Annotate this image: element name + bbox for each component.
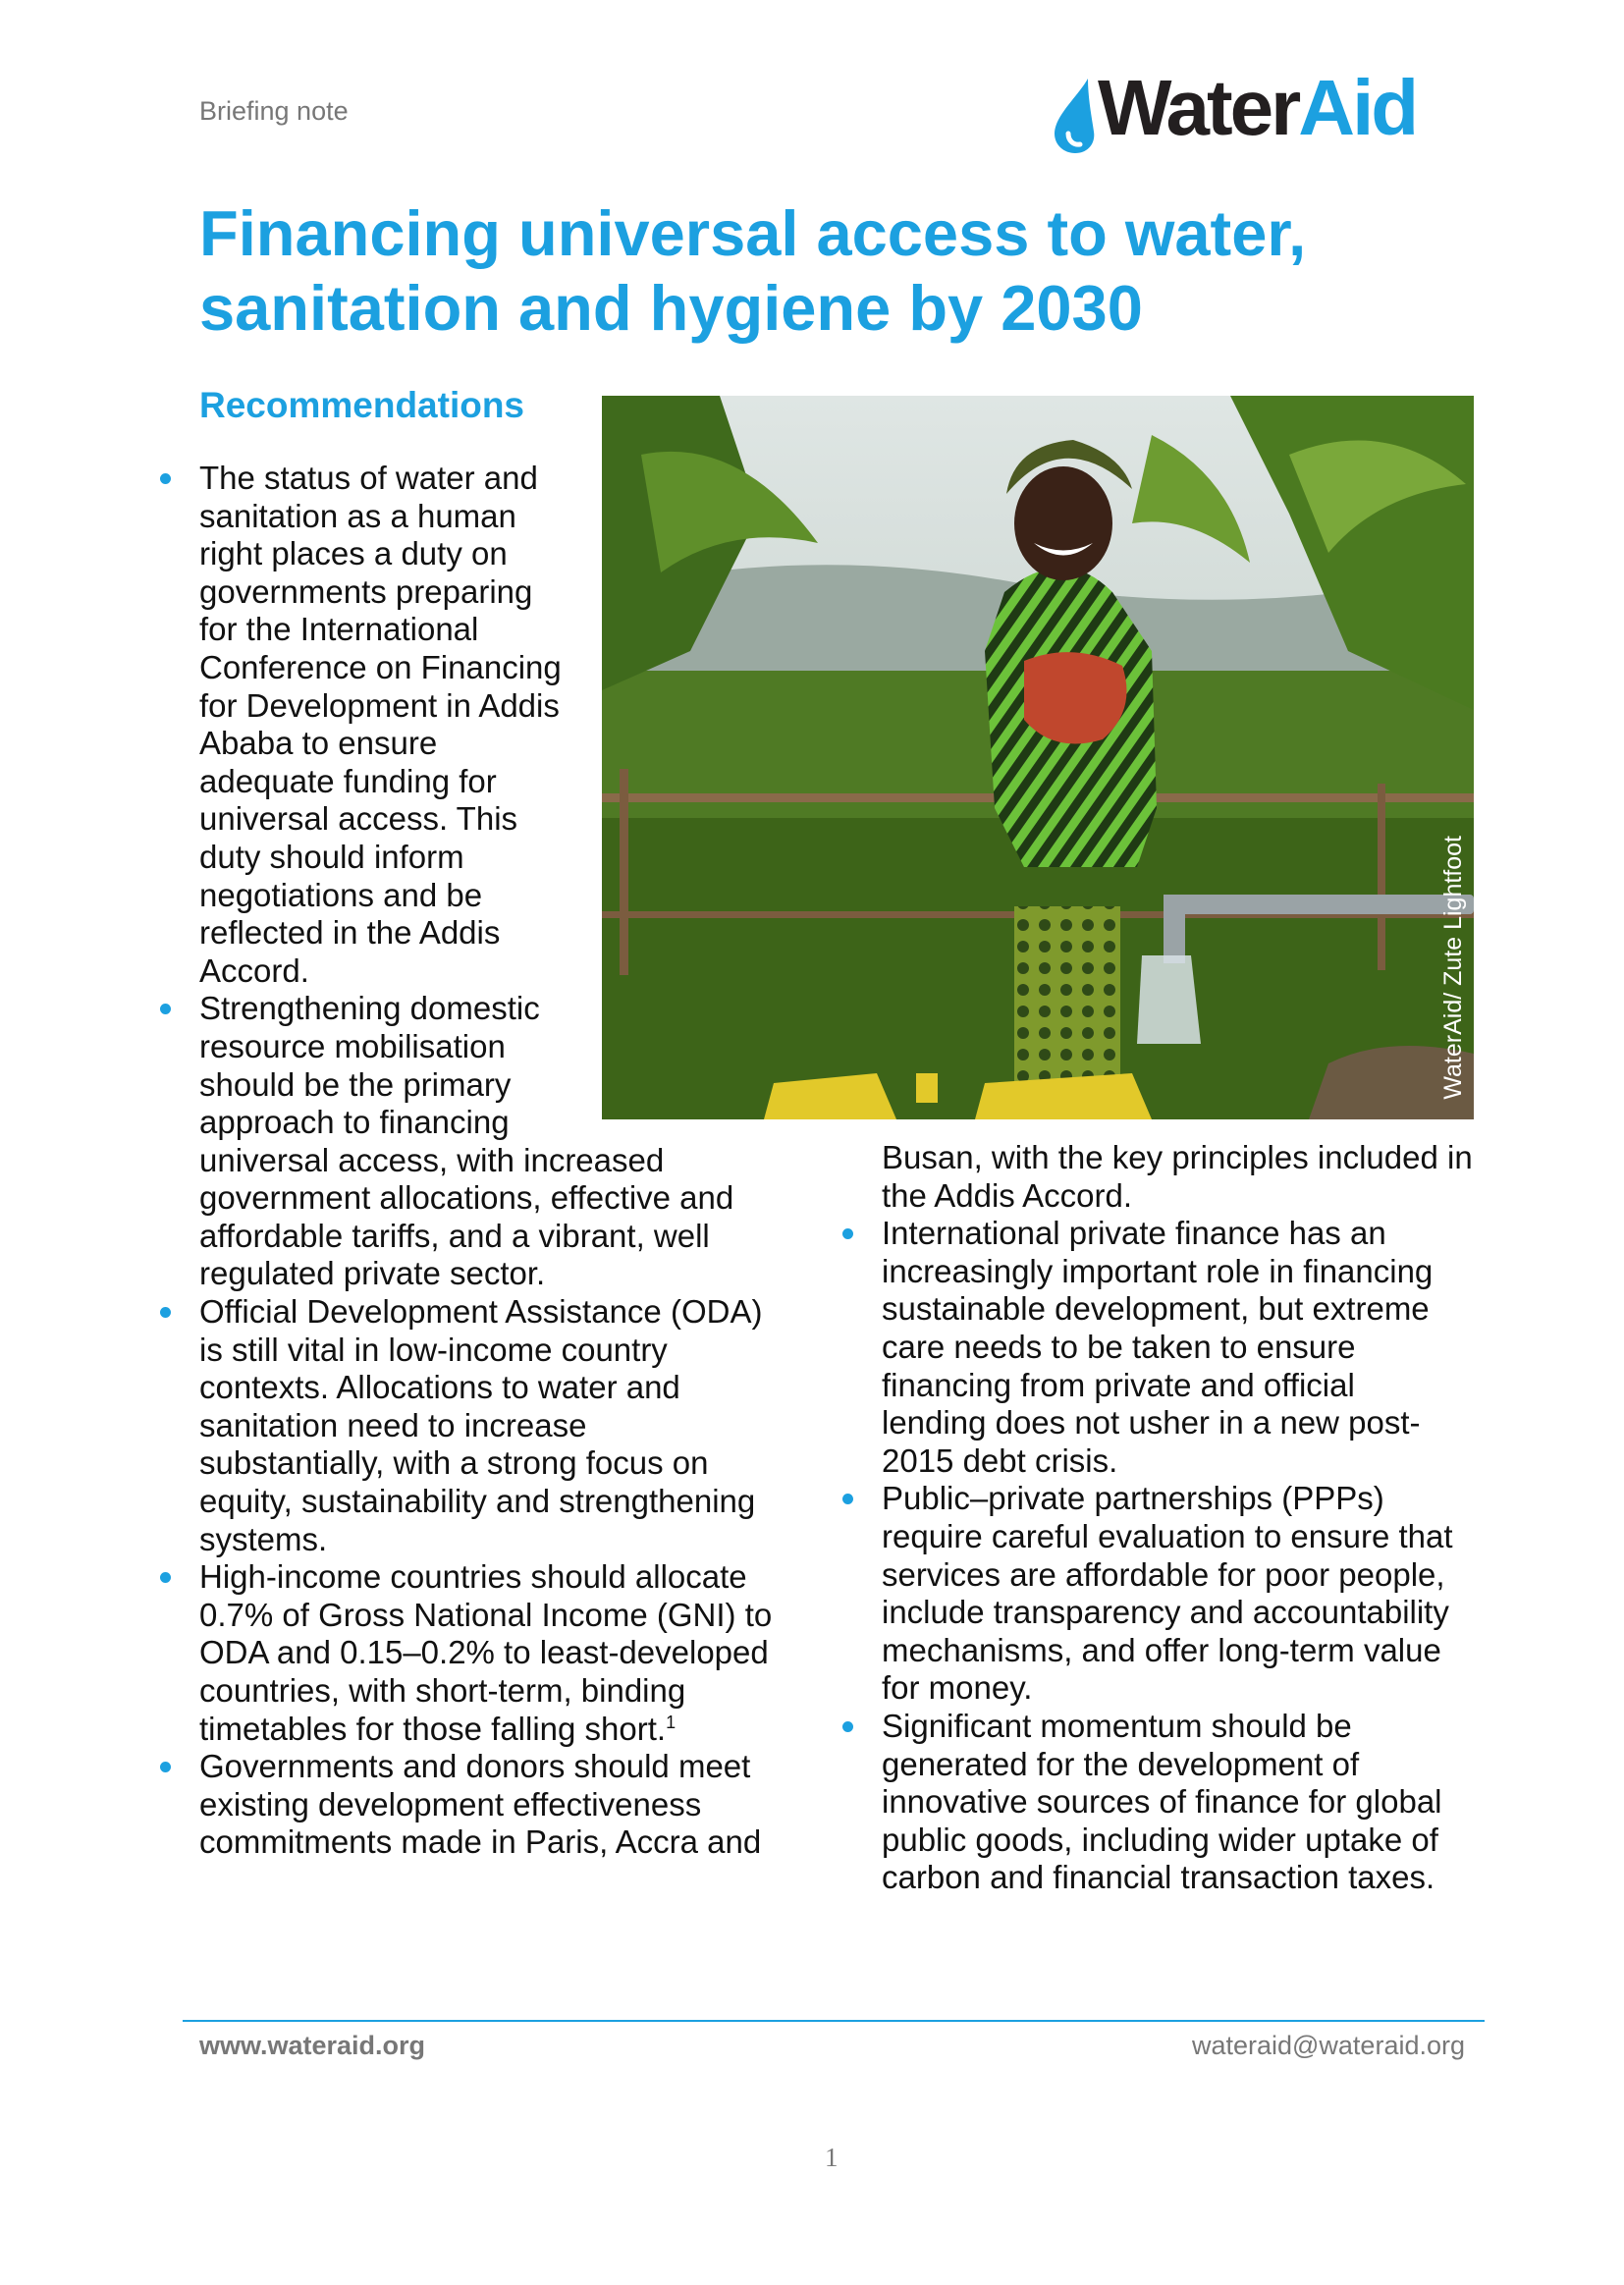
text-line xyxy=(199,1711,808,1749)
text-line: care needs to be taken to ensure xyxy=(882,1328,1356,1365)
text-line: systems. xyxy=(199,1520,328,1557)
list-item xyxy=(199,1293,808,1558)
text-line: Public–private partnerships (PPPs) xyxy=(882,1480,1384,1517)
bullet-icon xyxy=(842,1228,853,1239)
text-line: equity, sustainability and strengthening xyxy=(199,1483,756,1520)
text-line-content: timetables for those falling short. xyxy=(199,1710,667,1747)
text-line: for the International xyxy=(199,611,479,648)
text-line: public goods, including wider uptake of xyxy=(882,1821,1438,1858)
text-line: include transparency and accountability xyxy=(882,1594,1449,1631)
section-heading: Recommendations xyxy=(199,385,525,425)
list-item xyxy=(199,1558,808,1748)
bullet-icon xyxy=(842,1721,853,1732)
text-line: is still vital in low-income country xyxy=(199,1331,668,1368)
text-line: The status of water and xyxy=(199,460,538,496)
bullet-icon xyxy=(160,1572,171,1583)
text-line: adequate funding for xyxy=(199,762,497,799)
right-column xyxy=(882,1139,1490,1897)
text-line: the Addis Accord. xyxy=(882,1176,1132,1214)
text-line: countries, with short-term, binding xyxy=(199,1672,686,1709)
list-item xyxy=(199,990,808,1293)
logo-wordmark: WaterAid xyxy=(1098,64,1417,151)
text-line: Official Development Assistance (ODA) xyxy=(199,1293,763,1331)
text-line: increasingly important role in financing xyxy=(882,1252,1434,1289)
photo-credit: WaterAid/ Zute Lightfoot xyxy=(1439,836,1467,1100)
title-line: sanitation and hygiene by 2030 xyxy=(199,272,1143,344)
text-line: services are affordable for poor people, xyxy=(882,1555,1445,1593)
text-line: mechanisms, and offer long-term value xyxy=(882,1631,1441,1668)
text-line: approach to financing xyxy=(199,1104,510,1141)
footer-email-link[interactable]: wateraid@wateraid.org xyxy=(1191,2031,1465,2060)
text-line: require careful evaluation to ensure that xyxy=(882,1517,1453,1554)
list-item xyxy=(199,460,808,990)
text-line: Busan, with the key principles included in xyxy=(882,1139,1473,1175)
text-line: universal access. This xyxy=(199,800,518,838)
bullet-icon xyxy=(160,473,171,484)
text-line: Accord. xyxy=(199,952,309,989)
text-line: generated for the development of xyxy=(882,1745,1360,1782)
water-drop-icon xyxy=(1049,77,1100,155)
text-line: resource mobilisation xyxy=(199,1027,506,1064)
text-line: for Development in Addis xyxy=(199,686,560,724)
list-item xyxy=(882,1708,1490,1897)
text-line: lending does not usher in a new post- xyxy=(882,1404,1421,1442)
text-line: Ababa to ensure xyxy=(199,725,438,762)
text-line: existing development effectiveness xyxy=(199,1785,702,1823)
list-item xyxy=(882,1480,1490,1708)
bullet-icon xyxy=(160,1004,171,1014)
text-line: 2015 debt crisis. xyxy=(882,1442,1118,1479)
text-line: Governments and donors should meet xyxy=(199,1748,751,1785)
text-line: carbon and financial transaction taxes. xyxy=(882,1859,1435,1896)
text-line: High-income countries should allocate xyxy=(199,1558,747,1596)
text-line: Strengthening domestic xyxy=(199,990,540,1027)
text-line: ODA and 0.15–0.2% to least-developed xyxy=(199,1634,769,1671)
text-line: universal access, with increased xyxy=(199,1141,665,1178)
text-line: governments preparing xyxy=(199,572,533,610)
text-line: commitments made in Paris, Accra and xyxy=(199,1823,762,1861)
footer-website-link[interactable]: www.wateraid.org xyxy=(199,2031,426,2060)
text-line: affordable tariffs, and a vibrant, well xyxy=(199,1217,710,1254)
text-line: duty should inform xyxy=(199,838,464,875)
text-line: regulated private sector. xyxy=(199,1255,546,1292)
bullet-icon xyxy=(160,1762,171,1772)
text-line: reflected in the Addis xyxy=(199,914,501,952)
text-line: International private finance has an xyxy=(882,1215,1386,1252)
list-item xyxy=(882,1215,1490,1480)
text-line: sanitation as a human xyxy=(199,497,516,534)
text-line: right places a duty on xyxy=(199,535,508,572)
bullet-icon xyxy=(842,1494,853,1504)
page-title xyxy=(199,196,1427,346)
text-line: sanitation need to increase xyxy=(199,1406,587,1443)
footer-divider xyxy=(183,2020,1485,2022)
document-type-label: Briefing note xyxy=(199,96,349,126)
text-line: negotiations and be xyxy=(199,876,483,913)
text-line: contexts. Allocations to water and xyxy=(199,1369,680,1406)
bullet-icon xyxy=(160,1307,171,1318)
text-line: Significant momentum should be xyxy=(882,1707,1352,1744)
text-line: for money. xyxy=(882,1669,1033,1707)
text-line: substantially, with a strong focus on xyxy=(199,1444,709,1482)
text-line: should be the primary xyxy=(199,1065,512,1103)
text-line: Conference on Financing xyxy=(199,648,562,685)
recommendation-list xyxy=(882,1215,1490,1897)
wateraid-logo xyxy=(1049,64,1439,157)
text-line: innovative sources of finance for global xyxy=(882,1783,1442,1821)
footnote-marker: 1 xyxy=(666,1712,677,1732)
text-line: 0.7% of Gross National Income (GNI) to xyxy=(199,1596,773,1633)
recommendation-list xyxy=(199,460,808,1862)
title-line: Financing universal access to water, xyxy=(199,197,1307,269)
text-line: sustainable development, but extreme xyxy=(882,1290,1430,1328)
text-line: government allocations, effective and xyxy=(199,1179,734,1217)
text-line: financing from private and official xyxy=(882,1366,1355,1403)
page-number: 1 xyxy=(825,2143,839,2172)
left-column xyxy=(199,460,808,1862)
list-item xyxy=(199,1748,808,1862)
